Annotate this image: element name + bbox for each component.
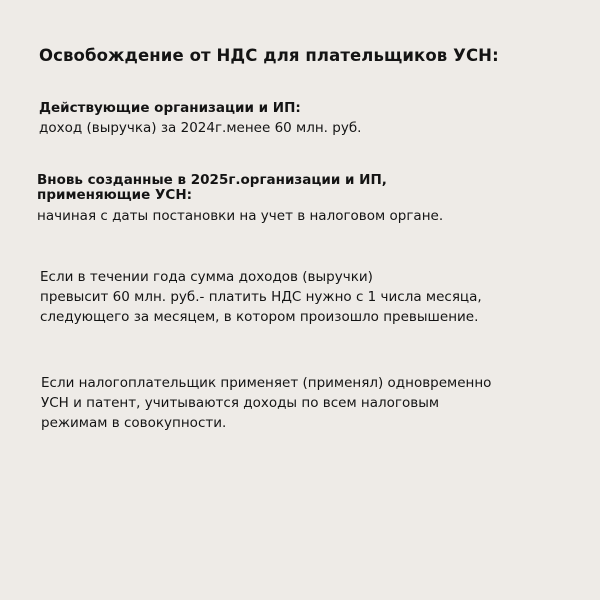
paragraph-line: режимам в совокупности. [41,415,227,431]
paragraph-line: следующего за месяцем, в котором произошло превышение. [40,309,479,325]
paragraph-line: Если в течении года сумма доходов (выручки) [40,269,373,285]
page-title: Освобождение от НДС для плательщиков УСН: [39,46,499,65]
section-existing-entities [39,101,361,138]
section-heading-line: Вновь созданные в 2025г.организации и ИП, [37,172,387,188]
paragraph-usn-patent [41,373,491,433]
section-text: начиная с даты постановки на учет в налоговом органе. [37,208,444,224]
section-heading-line: применяющие УСН: [37,187,193,203]
section-text: доход (выручка) за 2024г.менее 60 млн. руб. [39,120,362,136]
section-heading [37,173,443,203]
paragraph-line: превысит 60 млн. руб.- платить НДС нужно с 1 числа месяца, [40,289,482,305]
paragraph-line: УСН и патент, учитываются доходы по всем налоговым [41,395,440,411]
paragraph-revenue-excess [40,267,482,327]
section-new-entities [37,173,443,226]
section-heading: Действующие организации и ИП: [39,100,301,116]
paragraph-line: Если налогоплательщик применяет (применял) одновременно [41,375,492,391]
